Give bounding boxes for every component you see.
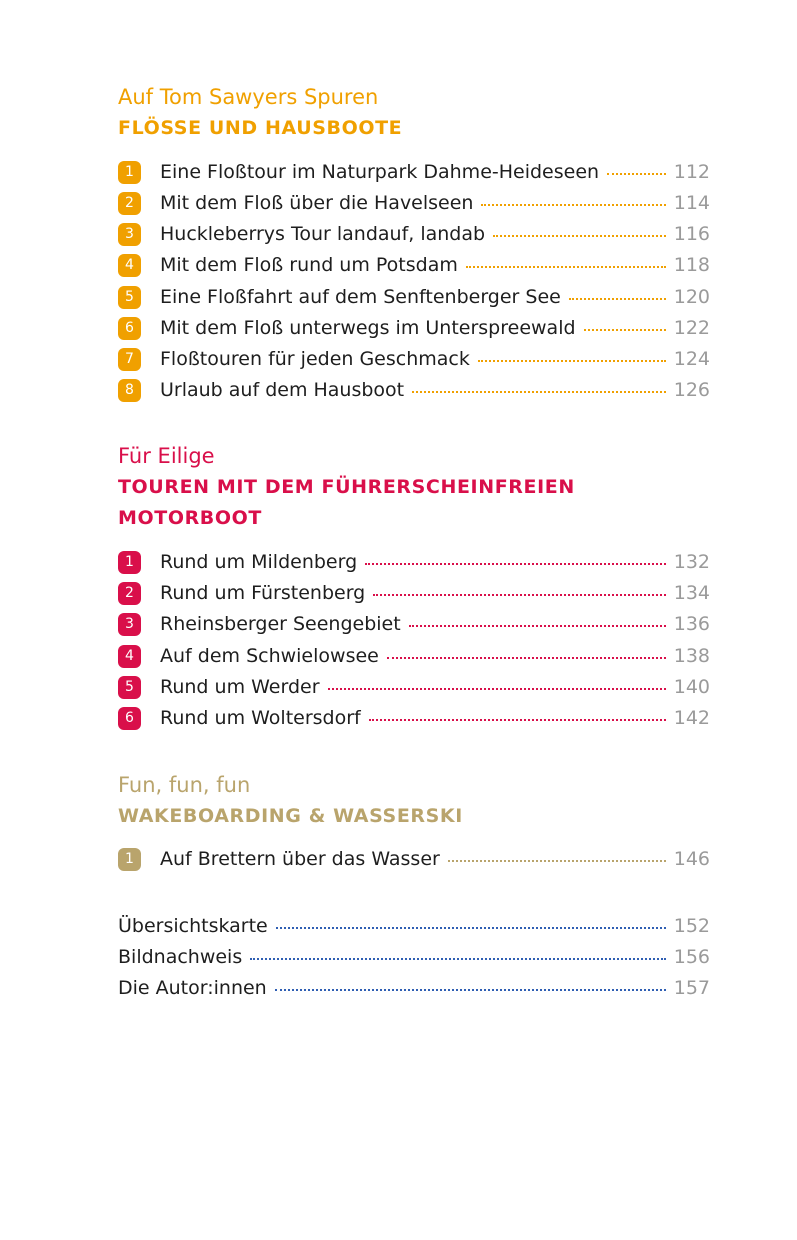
chapter-title: Mit dem Floß rund um Potsdam bbox=[160, 254, 458, 276]
toc-entry[interactable] bbox=[118, 643, 710, 669]
appendix-title: Bildnachweis bbox=[118, 946, 243, 968]
toc-entry[interactable] bbox=[118, 377, 710, 403]
section-2-heading-line-2: MOTORBOOT bbox=[118, 507, 262, 529]
dot-leader bbox=[328, 688, 666, 690]
page-number: 120 bbox=[673, 286, 710, 308]
page-number: 116 bbox=[673, 223, 710, 245]
chapter-number-badge: 5 bbox=[118, 286, 141, 309]
chapter-title: Rund um Woltersdorf bbox=[160, 707, 361, 729]
toc-entry[interactable] bbox=[118, 315, 710, 341]
page-number: 118 bbox=[673, 254, 710, 276]
dot-leader bbox=[373, 594, 666, 596]
chapter-number-badge: 4 bbox=[118, 645, 141, 668]
toc-entry[interactable] bbox=[118, 221, 710, 247]
dot-leader bbox=[409, 625, 666, 627]
dot-leader bbox=[369, 719, 666, 721]
dot-leader bbox=[584, 329, 666, 331]
chapter-number-badge: 6 bbox=[118, 707, 141, 730]
chapter-number-badge: 5 bbox=[118, 676, 141, 699]
chapter-title: Mit dem Floß über die Havelseen bbox=[160, 192, 474, 214]
chapter-title: Auf dem Schwielowsee bbox=[160, 645, 379, 667]
chapter-number-badge: 7 bbox=[118, 348, 141, 371]
appendix-entry-authors[interactable] bbox=[118, 975, 710, 1001]
chapter-title: Rheinsberger Seengebiet bbox=[160, 613, 401, 635]
chapter-number-badge: 3 bbox=[118, 613, 141, 636]
chapter-title: Auf Brettern über das Wasser bbox=[160, 848, 440, 870]
page-number: 132 bbox=[673, 551, 710, 573]
page-number: 152 bbox=[673, 915, 710, 937]
chapter-title: Huckleberrys Tour landauf, landab bbox=[160, 223, 486, 245]
appendix-title: Die Autor:innen bbox=[118, 977, 267, 999]
dot-leader bbox=[607, 173, 666, 175]
chapter-number-badge: 2 bbox=[118, 582, 141, 605]
chapter-number-badge: 1 bbox=[118, 161, 141, 184]
toc-entry[interactable] bbox=[118, 674, 710, 700]
toc-entry[interactable] bbox=[118, 705, 710, 731]
toc-entry[interactable] bbox=[118, 549, 710, 575]
toc-entry[interactable] bbox=[118, 190, 710, 216]
dot-leader bbox=[481, 204, 665, 206]
page-number: 140 bbox=[673, 676, 710, 698]
dot-leader bbox=[448, 860, 666, 862]
page-number: 138 bbox=[673, 645, 710, 667]
page-number: 124 bbox=[673, 348, 710, 370]
chapter-number-badge: 8 bbox=[118, 379, 141, 402]
chapter-title: Mit dem Floß unterwegs im Unterspreewald bbox=[160, 317, 576, 339]
page-number: 114 bbox=[673, 192, 710, 214]
page-number: 142 bbox=[673, 707, 710, 729]
chapter-title: Eine Floßfahrt auf dem Senftenberger See bbox=[160, 286, 561, 308]
appendix-entry-overview-map[interactable] bbox=[118, 913, 710, 939]
chapter-number-badge: 4 bbox=[118, 254, 141, 277]
dot-leader bbox=[412, 391, 666, 393]
chapter-title: Rund um Fürstenberg bbox=[160, 582, 366, 604]
page-number: 156 bbox=[673, 946, 710, 968]
page-number: 122 bbox=[673, 317, 710, 339]
chapter-number-badge: 1 bbox=[118, 551, 141, 574]
dot-leader bbox=[250, 958, 666, 960]
chapter-title: Urlaub auf dem Hausboot bbox=[160, 379, 405, 401]
chapter-number-badge: 3 bbox=[118, 223, 141, 246]
page-number: 136 bbox=[673, 613, 710, 635]
page-number: 112 bbox=[673, 161, 710, 183]
chapter-title: Rund um Mildenberg bbox=[160, 551, 358, 573]
toc-entry[interactable] bbox=[118, 580, 710, 606]
dot-leader bbox=[365, 563, 666, 565]
section-3-heading: WAKEBOARDING & WASSERSKI bbox=[118, 805, 463, 827]
section-1-heading: FLÖSSE UND HAUSBOOTE bbox=[118, 117, 403, 139]
toc-entry[interactable] bbox=[118, 611, 710, 637]
toc-entry[interactable] bbox=[118, 346, 710, 372]
chapter-number-badge: 2 bbox=[118, 192, 141, 215]
chapter-title: Rund um Werder bbox=[160, 676, 320, 698]
dot-leader bbox=[493, 235, 666, 237]
chapter-title: Eine Floßtour im Naturpark Dahme-Heideseen bbox=[160, 161, 600, 183]
page-number: 157 bbox=[673, 977, 710, 999]
page-number: 126 bbox=[673, 379, 710, 401]
dot-leader bbox=[276, 927, 666, 929]
dot-leader bbox=[275, 989, 666, 991]
dot-leader bbox=[478, 360, 666, 362]
chapter-number-badge: 1 bbox=[118, 848, 141, 871]
page-number: 146 bbox=[673, 848, 710, 870]
chapter-title: Floßtouren für jeden Geschmack bbox=[160, 348, 470, 370]
section-3-kicker: Fun, fun, fun bbox=[118, 773, 251, 797]
toc-entry[interactable] bbox=[118, 252, 710, 278]
section-2-kicker: Für Eilige bbox=[118, 444, 215, 468]
dot-leader bbox=[569, 298, 666, 300]
chapter-number-badge: 6 bbox=[118, 317, 141, 340]
section-2-heading-line-1: TOUREN MIT DEM FÜHRERSCHEINFREIEN bbox=[118, 476, 575, 498]
dot-leader bbox=[387, 657, 666, 659]
toc-entry[interactable] bbox=[118, 846, 710, 872]
appendix-entry-image-credits[interactable] bbox=[118, 944, 710, 970]
dot-leader bbox=[466, 266, 666, 268]
appendix-title: Übersichtskarte bbox=[118, 915, 268, 937]
toc-entry[interactable] bbox=[118, 284, 710, 310]
section-1-kicker: Auf Tom Sawyers Spuren bbox=[118, 85, 379, 109]
toc-entry[interactable] bbox=[118, 159, 710, 185]
page-number: 134 bbox=[673, 582, 710, 604]
